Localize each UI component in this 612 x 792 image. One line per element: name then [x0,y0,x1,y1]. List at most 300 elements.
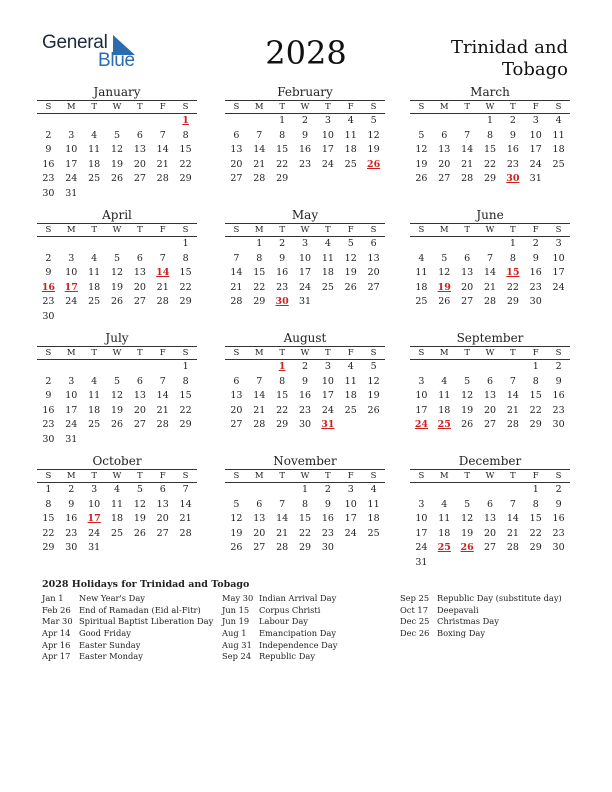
month-title: May [291,208,319,222]
day-cell: 13 [133,267,146,279]
weekday-label: F [532,348,539,358]
day-cell: 27 [133,419,146,431]
weekday-label: T [137,102,143,112]
day-cell: 2 [279,238,286,249]
day-cell: 4 [441,375,448,387]
day-cell: 17 [321,144,334,156]
weekday-label: W [300,102,310,112]
weekday-label: S [182,471,189,481]
holiday-day-cell: 17 [87,513,101,525]
day-cell: 6 [233,375,240,387]
weekday-label: M [439,348,449,358]
day-cell: 19 [367,144,380,156]
holiday-date: Sep 25 [400,593,430,603]
weekday-label: T [325,348,331,358]
weekday-label: S [555,348,562,358]
day-cell: 27 [156,527,169,539]
day-cell: 25 [110,527,124,539]
weekday-label: T [464,225,470,235]
holiday-date: Aug 31 [222,639,252,650]
weekday-label: S [370,348,377,358]
holiday-name: Easter Sunday [79,639,141,650]
weekday-label: T [91,102,97,112]
empty-day [456,114,479,129]
holiday-day-cell: 17 [64,281,78,293]
day-cell: 20 [483,527,497,539]
country-line-2: Tobago [501,59,568,80]
day-cell: 26 [461,419,474,431]
day-cell: 5 [370,115,377,126]
day-cell: 18 [438,404,451,416]
day-cell: 6 [441,129,448,141]
day-cell: 9 [509,129,516,141]
day-cell: 20 [156,513,169,525]
day-cell: 14 [156,390,169,402]
holiday-row [400,628,575,640]
weekday-label: S [418,102,425,112]
day-cell: 28 [156,296,169,308]
year-title: 2028 [265,34,347,72]
day-cell: 20 [133,158,146,170]
holiday-row [222,593,397,605]
weekday-label: T [510,225,516,235]
day-cell: 27 [253,542,266,554]
day-cell: 2 [532,238,539,249]
day-grid [410,483,570,571]
day-cell: 24 [529,158,542,170]
day-cell: 17 [65,158,78,170]
empty-day [106,114,129,129]
day-cell: 25 [415,296,428,308]
day-cell: 29 [253,296,266,308]
day-cell: 5 [113,252,121,264]
month-title: September [456,331,524,345]
day-cell: 6 [256,498,263,510]
day-cell: 19 [344,267,357,279]
day-cell: 5 [464,498,471,510]
day-cell: 29 [483,173,497,185]
day-cell: 23 [276,281,289,293]
day-cell: 12 [230,513,243,525]
day-cell: 22 [506,281,519,293]
day-cell: 22 [42,527,55,539]
empty-day [60,114,83,129]
day-cell: 28 [156,173,169,185]
weekday-label: F [347,102,354,112]
day-cell: 17 [415,404,428,416]
day-cell: 1 [256,238,263,249]
day-cell: 10 [298,252,312,264]
day-grid [37,114,197,202]
day-cell: 20 [483,404,497,416]
holiday-day-cell: 14 [156,267,170,279]
weekday-label: F [532,102,539,112]
day-cell: 2 [45,252,52,264]
day-cell: 11 [344,129,357,141]
day-cell: 4 [370,484,377,495]
day-cell: 20 [133,281,146,293]
day-cell: 4 [555,115,562,126]
day-cell: 14 [483,267,497,279]
day-cell: 19 [133,513,146,525]
month-july [37,331,197,448]
month-title: February [277,85,333,99]
day-cell: 12 [415,144,428,156]
empty-day [128,114,151,129]
day-cell: 8 [509,252,516,264]
day-cell: 10 [344,498,357,510]
day-cell: 24 [65,419,78,431]
holiday-row [222,628,397,640]
day-cell: 19 [461,404,474,416]
day-cell: 28 [179,527,192,539]
day-cell: 5 [418,129,425,141]
weekday-header [410,469,570,483]
weekday-label: F [159,471,166,481]
weekday-label: S [233,102,240,112]
day-cell: 12 [133,498,146,510]
day-cell: 15 [179,267,192,279]
weekday-label: W [112,348,122,358]
day-cell: 18 [344,144,357,156]
day-cell: 14 [506,513,519,525]
holiday-day-cell: 25 [437,542,451,554]
day-cell: 1 [182,361,189,372]
holiday-name: Independence Day [259,639,338,650]
day-cell: 22 [179,281,192,293]
holiday-column [222,593,397,663]
weekday-label: W [485,102,495,112]
day-cell: 14 [506,390,519,402]
day-cell: 29 [506,296,519,308]
day-cell: 14 [276,513,289,525]
day-cell: 29 [179,419,192,431]
weekday-header [225,469,385,483]
day-cell: 16 [552,390,565,402]
day-cell: 11 [110,498,124,510]
empty-day [225,483,248,498]
day-cell: 8 [45,498,52,510]
day-cell: 25 [367,527,380,539]
weekday-label: F [532,225,539,235]
day-cell: 22 [483,158,497,170]
day-cell: 11 [415,267,428,279]
day-cell: 4 [113,484,121,495]
day-cell: 22 [529,404,542,416]
day-cell: 2 [301,115,309,126]
weekday-label: T [91,471,97,481]
holiday-name: Spiritual Baptist Liberation Day [79,616,214,627]
day-cell: 15 [276,390,289,402]
day-cell: 6 [233,129,240,141]
day-cell: 15 [483,144,497,156]
weekday-label: S [370,102,377,112]
day-cell: 30 [529,296,542,308]
day-cell: 4 [441,498,448,510]
day-cell: 23 [321,527,334,539]
day-cell: 10 [321,375,334,387]
day-cell: 24 [415,542,428,554]
weekday-label: S [233,225,240,235]
weekday-label: F [347,348,354,358]
holiday-day-cell: 15 [506,267,520,279]
country-title [418,37,568,81]
day-cell: 20 [253,527,266,539]
day-cell: 10 [552,252,565,264]
day-cell: 13 [156,498,169,510]
day-cell: 6 [486,498,494,510]
holiday-date: Jan 1 [42,593,64,603]
weekday-label: W [485,471,495,481]
day-cell: 18 [88,404,101,416]
day-cell: 24 [65,173,78,185]
day-cell: 17 [344,513,357,525]
day-cell: 14 [156,144,169,156]
day-cell: 8 [182,129,189,141]
day-cell: 28 [230,296,243,308]
day-cell: 15 [529,513,542,525]
empty-day [248,114,271,129]
day-cell: 17 [415,527,428,539]
holiday-date: Jun 19 [222,616,250,627]
day-cell: 8 [279,375,286,387]
day-cell: 16 [42,158,55,170]
weekday-header [410,346,570,360]
day-cell: 7 [159,252,166,264]
month-title: August [283,331,327,345]
day-cell: 18 [88,281,101,293]
weekday-label: F [347,225,354,235]
empty-day [433,114,456,129]
day-cell: 2 [555,484,562,495]
day-cell: 22 [179,404,192,416]
day-cell: 13 [133,144,146,156]
day-cell: 18 [344,390,357,402]
day-cell: 17 [321,390,334,402]
empty-day [248,483,271,498]
day-cell: 21 [506,404,519,416]
weekday-label: M [254,225,264,235]
day-cell: 7 [509,498,516,510]
day-cell: 3 [347,484,354,495]
weekday-label: M [254,348,264,358]
day-cell: 28 [156,419,169,431]
weekday-label: S [45,471,52,481]
day-cell: 9 [301,375,309,387]
day-cell: 20 [133,404,146,416]
month-november [225,454,385,556]
day-cell: 6 [464,252,471,264]
day-cell: 21 [483,281,497,293]
logo-text-general: General [42,32,108,53]
day-cell: 19 [110,281,124,293]
holiday-date: Aug 1 [222,628,247,639]
holiday-date: Dec 26 [400,628,430,639]
day-cell: 21 [179,513,192,525]
day-cell: 10 [65,390,78,402]
holiday-day-cell: 26 [460,542,474,554]
day-cell: 3 [324,115,331,126]
empty-day [501,483,524,498]
day-cell: 29 [529,542,542,554]
weekday-label: T [510,471,516,481]
day-cell: 20 [367,267,380,279]
day-cell: 21 [506,527,519,539]
day-cell: 9 [301,129,309,141]
day-cell: 23 [552,404,565,416]
empty-day [410,237,433,252]
weekday-header [37,469,197,483]
holiday-column [42,593,217,663]
day-cell: 15 [179,390,192,402]
day-cell: 12 [438,267,451,279]
day-cell: 6 [136,252,143,264]
empty-day [128,237,151,252]
day-cell: 6 [370,238,377,249]
holiday-row [42,605,217,617]
day-cell: 24 [344,527,357,539]
empty-day [433,360,456,375]
month-april [37,208,197,325]
brand-logo [42,32,152,72]
day-cell: 13 [483,513,497,525]
month-title: July [105,331,129,345]
month-march [410,85,570,187]
empty-day [410,114,433,129]
holiday-name: Boxing Day [437,628,486,639]
day-cell: 16 [506,144,519,156]
weekday-label: S [418,225,425,235]
day-cell: 5 [136,484,143,495]
day-cell: 4 [418,252,425,264]
month-title: December [458,454,522,468]
day-cell: 12 [110,267,124,279]
day-cell: 23 [298,404,312,416]
month-january [37,85,197,202]
day-cell: 20 [461,281,474,293]
weekday-header [37,223,197,237]
day-cell: 21 [230,281,243,293]
day-cell: 16 [42,404,55,416]
day-cell: 2 [45,375,52,387]
day-cell: 19 [461,527,474,539]
day-cell: 29 [276,173,289,185]
empty-day [37,237,60,252]
day-cell: 15 [42,513,55,525]
day-cell: 16 [321,513,334,525]
weekday-label: T [137,225,143,235]
day-cell: 25 [321,281,334,293]
day-cell: 19 [230,527,243,539]
weekday-label: S [233,348,240,358]
day-cell: 28 [461,173,474,185]
day-cell: 7 [182,484,189,495]
day-cell: 5 [464,375,471,387]
day-cell: 18 [438,527,451,539]
day-cell: 2 [301,361,309,372]
weekday-label: S [45,102,52,112]
day-cell: 22 [276,404,289,416]
holiday-row [42,616,217,628]
weekday-label: S [418,348,425,358]
day-cell: 1 [301,484,309,495]
weekday-label: M [66,348,76,358]
day-cell: 16 [298,390,312,402]
day-cell: 29 [529,419,542,431]
day-cell: 9 [45,144,52,156]
weekday-label: S [555,471,562,481]
day-cell: 24 [298,281,312,293]
day-cell: 17 [298,267,312,279]
month-september [410,331,570,433]
weekday-label: W [485,348,495,358]
weekday-header [225,223,385,237]
day-grid [410,360,570,433]
day-cell: 3 [555,238,562,249]
day-cell: 26 [133,527,146,539]
day-cell: 26 [230,542,243,554]
day-cell: 30 [552,419,565,431]
day-cell: 22 [276,158,289,170]
month-title: April [102,208,132,222]
day-cell: 3 [301,238,309,249]
holiday-date: Jun 15 [222,604,250,615]
day-cell: 10 [321,129,334,141]
day-grid [225,237,385,310]
day-cell: 3 [532,115,539,126]
day-cell: 27 [230,173,243,185]
day-cell: 24 [321,158,334,170]
day-cell: 27 [483,542,497,554]
day-cell: 9 [45,390,52,402]
empty-day [225,114,248,129]
weekday-label: S [182,348,189,358]
weekday-label: F [159,225,166,235]
holiday-name: Emancipation Day [259,628,337,639]
day-cell: 27 [483,419,497,431]
day-cell: 13 [461,267,474,279]
weekday-label: F [159,102,166,112]
holiday-name: Indian Arrival Day [259,593,337,603]
day-cell: 19 [110,158,124,170]
weekday-label: T [137,471,143,481]
weekday-header [225,100,385,114]
weekday-label: M [254,471,264,481]
day-cell: 15 [276,144,289,156]
day-cell: 3 [418,498,425,510]
day-cell: 28 [253,173,266,185]
day-cell: 5 [347,238,354,249]
day-cell: 1 [509,238,516,249]
day-cell: 28 [253,419,266,431]
day-cell: 16 [552,513,565,525]
day-cell: 17 [529,144,542,156]
weekday-label: T [279,348,285,358]
holiday-day-cell: 30 [275,296,289,308]
empty-day [60,360,83,375]
day-cell: 4 [91,375,98,387]
day-cell: 21 [461,158,474,170]
holiday-row [42,651,217,663]
day-cell: 20 [230,404,243,416]
weekday-label: T [279,471,285,481]
holiday-name: New Year's Day [79,593,145,603]
weekday-label: T [279,102,285,112]
day-cell: 10 [65,267,78,279]
day-grid [37,483,197,556]
day-cell: 9 [532,252,539,264]
day-cell: 3 [324,361,331,372]
